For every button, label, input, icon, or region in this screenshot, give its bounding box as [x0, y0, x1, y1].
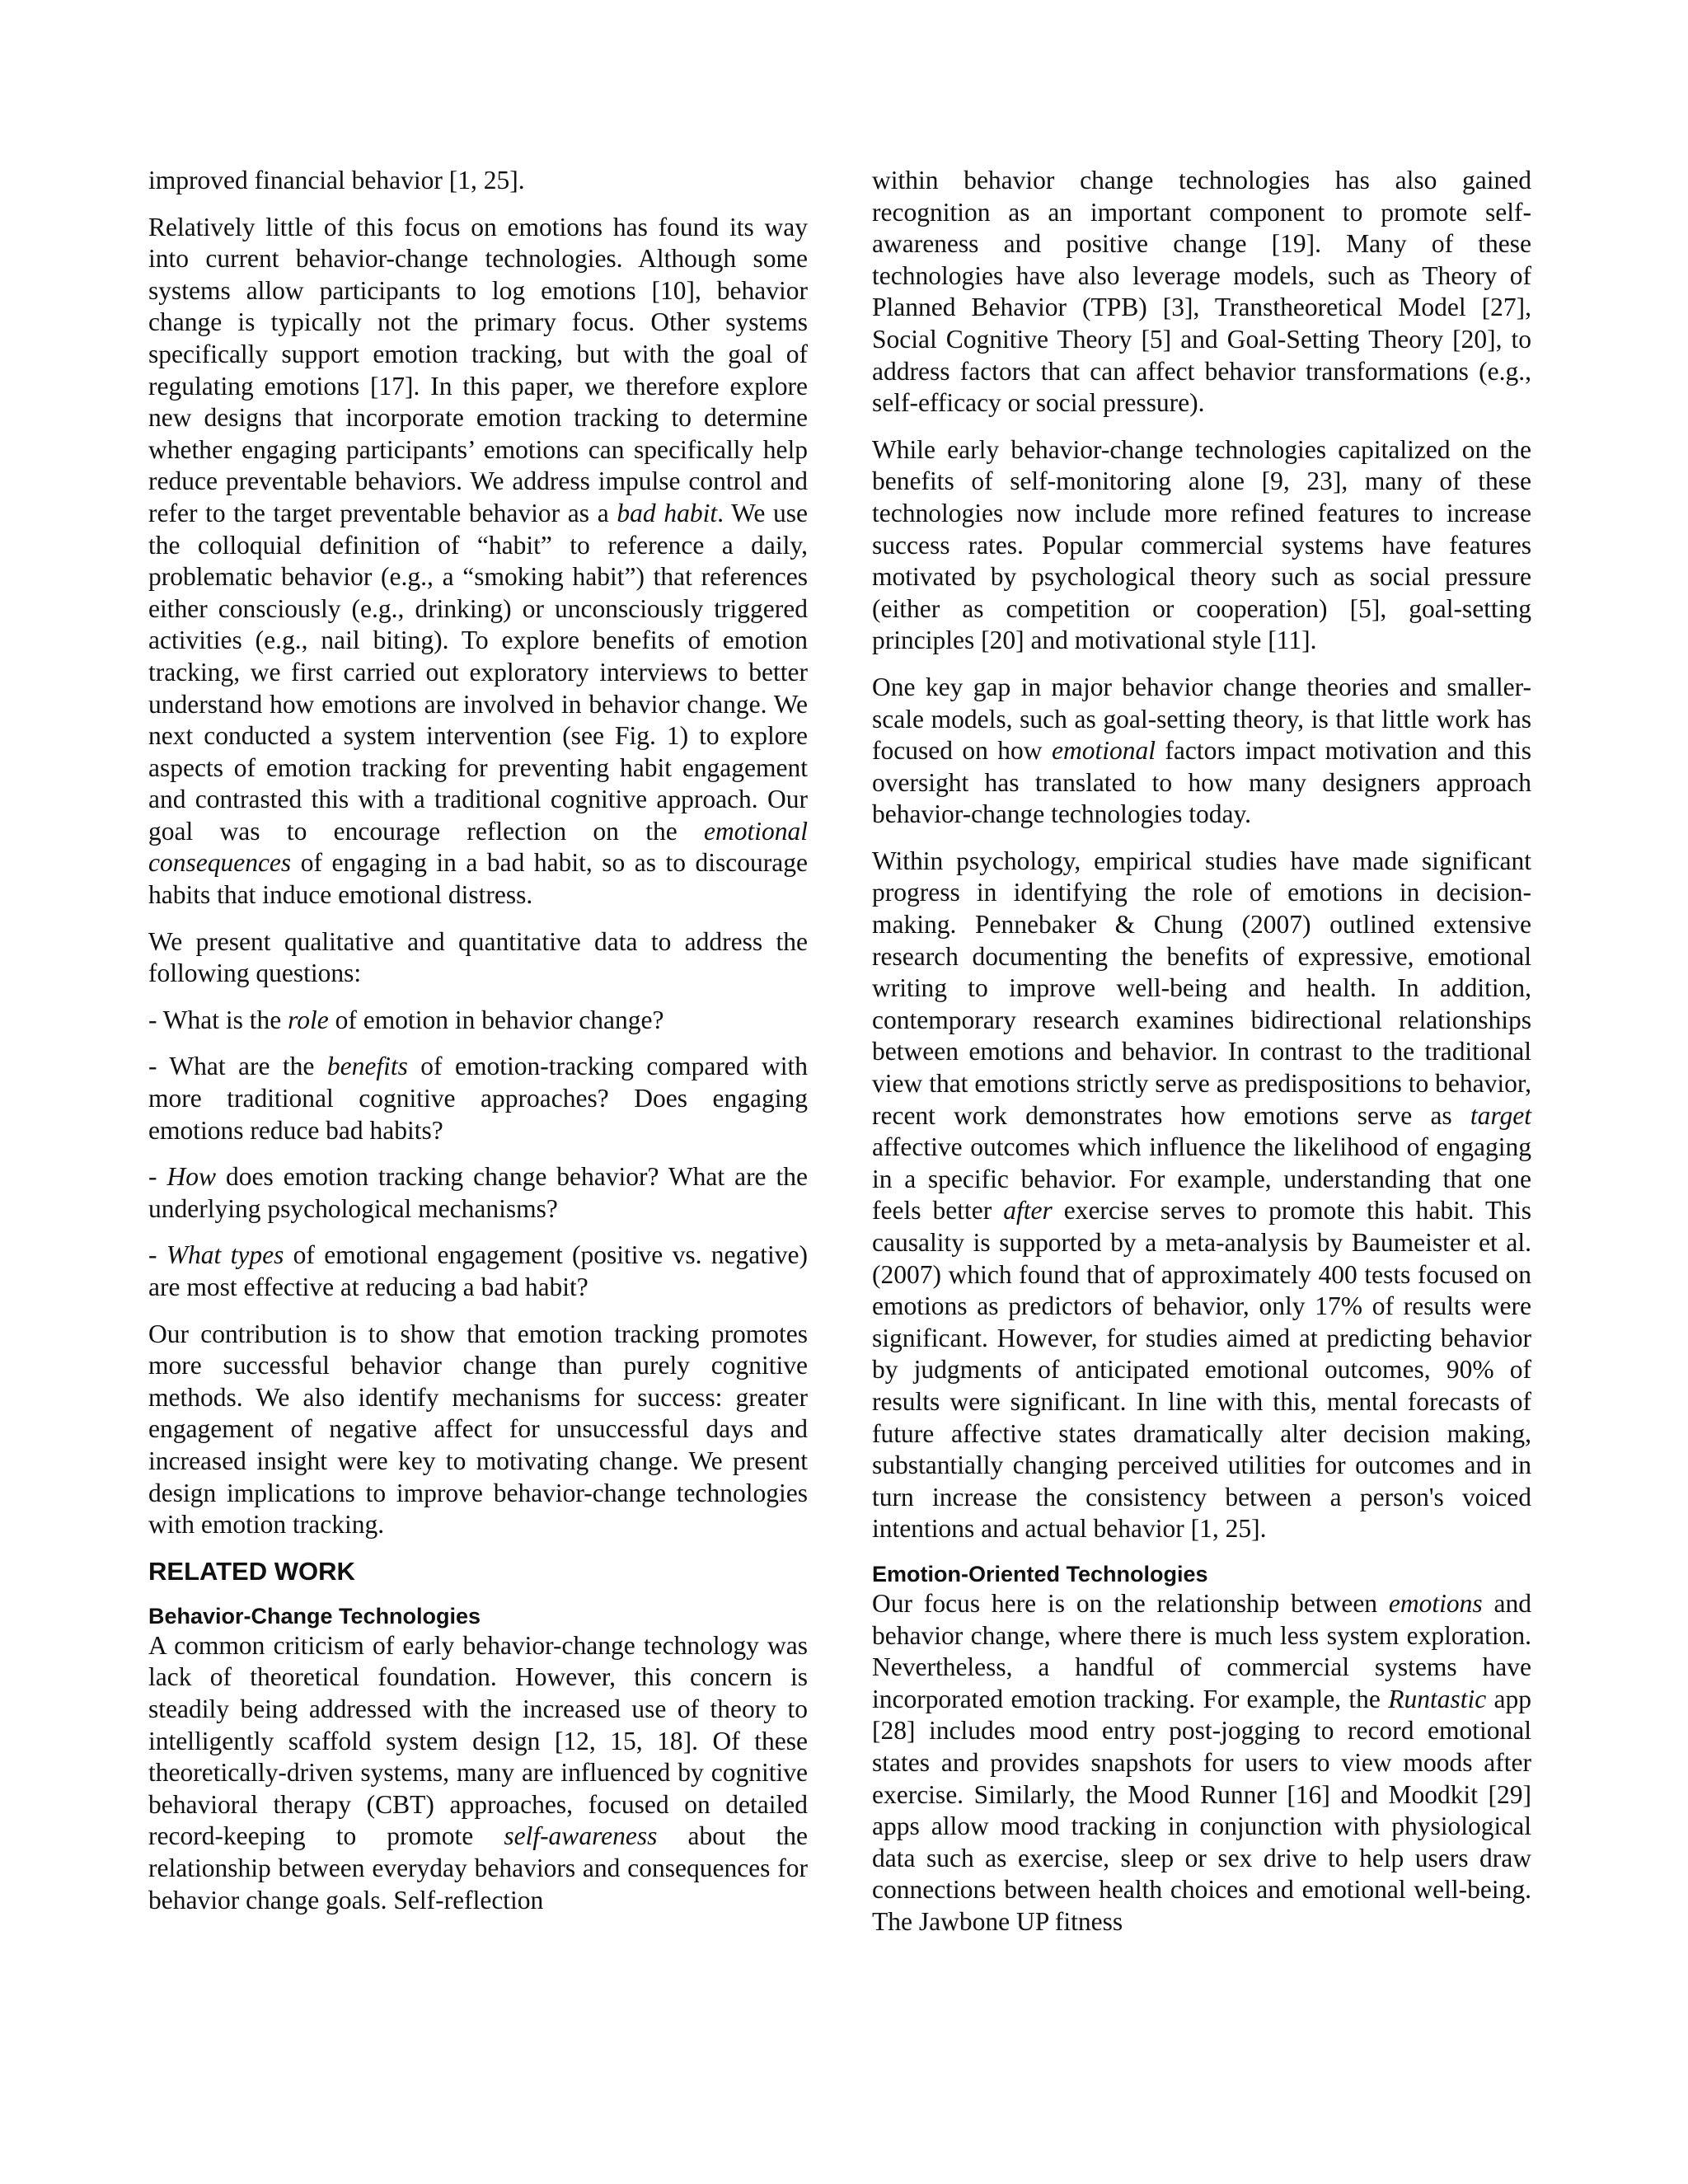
question-role: - What is the role of emotion in behavior change? — [148, 1005, 664, 1034]
paragraph-emotion-focus: Relatively little of this focus on emotions has found its way into current behavior-change technologies. Although some systems allow participants to log emotions [10], behavior change is typically not the primary focus. Other systems specifically support emotion tracking, but with the goal of regulating emotions [17]. In this paper, we therefore explore new designs that incorporate emotion tracking to determine whether engaging participants’ emotions can specifically help reduce preventable behaviors. We address impulse control and refer to the target preventable behavior as a bad habit. We use the colloquial definition of “habit” to reference a daily, problematic behavior (e.g., a “smoking habit”) that references either consciously (e.g., drinking) or unconsciously triggered activities (e.g., nail biting). To explore benefits of emotion tracking, we first carried out exploratory interviews to better understand how emotions are involved in behavior change. We next conducted a system intervention (see Fig. 1) to explore aspects of emotion tracking for preventing habit engagement and contrasted this with a traditional cognitive approach. Our goal was to encourage reflection on the emotional consequences of engaging in a bad habit, so as to discourage habits that induce emotional distress. — [148, 212, 808, 910]
question-types: - What types of emotional engagement (positive vs. negative) are most effective at reducing a bad habit? — [148, 1240, 808, 1301]
question-benefits: - What are the benefits of emotion-tracking compared with more traditional cognitive approaches? Does engaging emotions reduce bad habits? — [148, 1052, 808, 1145]
paragraph-continuation: improved financial behavior [1, 25]. — [148, 166, 525, 194]
question-how: - How does emotion tracking change behavior? What are the underlying psychological mechanisms? — [148, 1162, 809, 1223]
paragraph-theory-criticism: A common criticism of early behavior-change technology was lack of theoretical foundation. However, this concern is steadily being addressed with the increased use of theory to intelligently scaffold system design [12, 15, 18]. Of these theoretically-driven systems, many are influenced by cognitive behavioral therapy (CBT) approaches, focused on detailed record-keeping to promote self-awareness about the relationship between everyday behaviors and consequences for behavior change goals. Self-reflection — [148, 1630, 808, 1915]
paragraph-psychology: Within psychology, empirical studies have made significant progress in identifying the role of emotions in decision-making. Pennebaker & Chung (2007) outlined extensive research documenting the benefits of expressive, emotional writing to improve well-being and health. In addition, contemporary research examines bidirectional relationships between emotions and behavior. In contrast to the traditional view that emotions strictly serve as predispositions to behavior, recent work demonstrates how emotions serve as target affective outcomes which influence the likelihood of engaging in a specific behavior. For example, understanding that one feels better after exercise serves to promote this habit. This causality is supported by a meta-analysis by Baumeister et al. (2007) which found that of approximately 400 tests focused on emotions as predictors of behavior, only 17% of results were significant. However, for studies aimed at predicting behavior by judgments of anticipated emotional outcomes, 90% of results were significant. In line with this, mental forecasts of future affective states dramatically alter decision making, substantially changing perceived utilities for outcomes and in turn increase the consistency between a person's voiced intentions and actual behavior [1, 25]. — [872, 846, 1531, 1544]
paragraph-contribution: Our contribution is to show that emotion tracking promotes more successful behavior change than purely cognitive methods. We also identify mechanisms for success: greater engagement of negative affect for unsuccessful days and increased insight were key to motivating change. We present design implications to improve behavior-change technologies with emotion tracking. — [148, 1319, 808, 1540]
paragraph-self-reflection-continuation: within behavior change technologies has also gained recognition as an important component to promote self-awareness and positive change [19]. Many of these technologies have also leverage models, such as Theory of Planned Behavior (TPB) [3], Transtheoretical Model [27], Social Cognitive Theory [5] and Goal-Setting Theory [20], to address factors that can affect behavior transformations (e.g., self-efficacy or social pressure). — [872, 166, 1531, 418]
right-column — [872, 165, 1531, 1952]
paragraph-questions-intro: We present qualitative and quantitative data to address the following questions: — [148, 926, 808, 988]
left-column — [148, 165, 808, 1931]
subheading-behavior-change-technologies: Behavior-Change Technologies — [148, 1603, 481, 1629]
paragraph-key-gap: One key gap in major behavior change theories and smaller-scale models, such as goal-setting theory, is that little work has focused on how emotional factors impact motivation and this oversight has translated to how many designers approach behavior-change technologies today. — [872, 672, 1531, 829]
paragraph-emotion-systems: Our focus here is on the relationship between emotions and behavior change, where there is much less system exploration. Nevertheless, a handful of commercial systems have incorporated emotion tracking. For example, the Runtastic app [28] includes mood entry post-jogging to record emotional states and provides snapshots for users to view moods after exercise. Similarly, the Mood Runner [16] and Moodkit [29] apps allow mood tracking in conjunction with physiological data such as exercise, sleep or sex drive to help users draw connections between health choices and emotional well-being. The Jawbone UP fitness — [872, 1588, 1532, 1936]
section-heading-related-work: RELATED WORK — [148, 1556, 355, 1586]
subheading-emotion-oriented-technologies: Emotion-Oriented Technologies — [872, 1561, 1208, 1586]
paragraph-self-monitoring: While early behavior-change technologies capitalized on the benefits of self-monitoring alone [9, 23], many of these technologies now include more refined features to increase success rates. Popular commercial systems have features motivated by psychological theory such as social pressure (either as competition or cooperation) [5], goal-setting principles [20] and motivational style [11]. — [872, 434, 1531, 655]
